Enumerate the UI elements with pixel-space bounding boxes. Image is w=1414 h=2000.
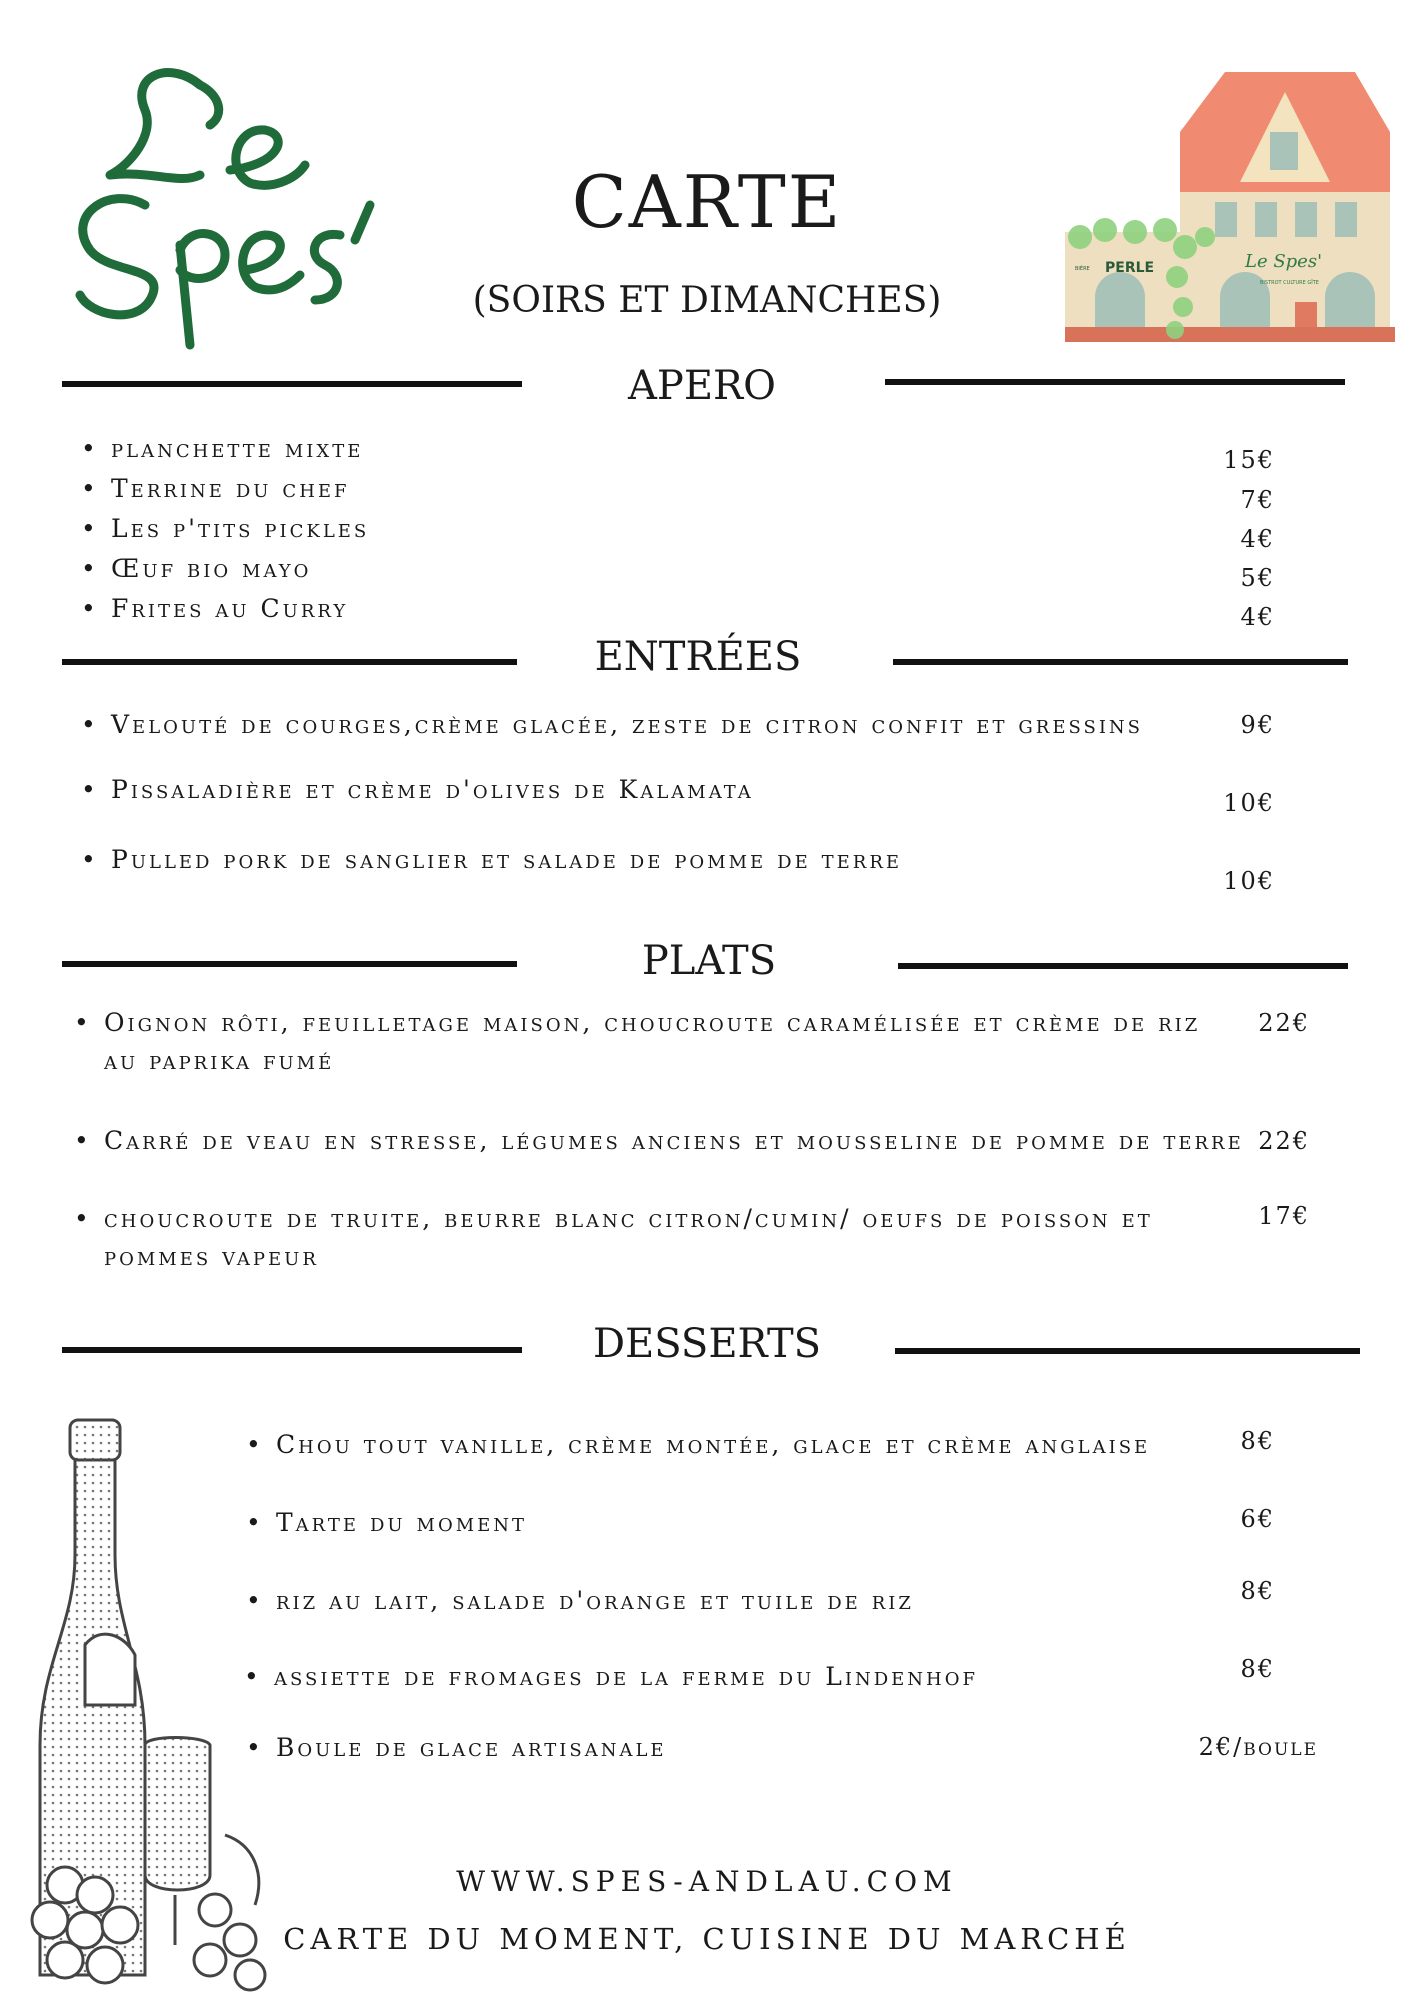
section-divider-left xyxy=(62,1347,522,1353)
menu-item-price: 22€ xyxy=(1258,1009,1310,1037)
menu-item-price: 10€ xyxy=(1223,867,1275,895)
building-name-sign: Le Spes' xyxy=(1245,251,1323,272)
menu-item: • Pulled pork de sanglier et salade de pomme de terre xyxy=(111,841,902,879)
perle-sign: PERLE xyxy=(1105,260,1155,276)
menu-item-line: choucroute de truite, beurre blanc citron/cumin/ oeufs de poisson et xyxy=(104,1204,1153,1233)
menu-item-price: 6€ xyxy=(1240,1505,1275,1533)
menu-item-price: 8€ xyxy=(1240,1577,1275,1605)
section-divider-right xyxy=(898,963,1348,969)
section-divider-left xyxy=(62,381,522,387)
menu-item-price: 10€ xyxy=(1223,789,1275,817)
website-link[interactable]: WWW.SPES-ANDLAU.COM xyxy=(456,1865,958,1898)
menu-item-price: 2€/boule xyxy=(1198,1733,1318,1761)
menu-item-price: 9€ xyxy=(1240,711,1275,739)
biere-sign: BIÈRE xyxy=(1075,266,1090,272)
menu-item: • riz au lait, salade d'orange et tuile de riz xyxy=(276,1582,914,1620)
section-divider-right xyxy=(885,379,1345,385)
menu-item: • Terrine du chef xyxy=(111,470,350,508)
menu-item: • Boule de glace artisanale xyxy=(276,1729,667,1767)
menu-item-line: Oignon rôti, feuilletage maison, choucroute caramélisée et crème de riz xyxy=(104,1008,1201,1037)
menu-item-price: 4€ xyxy=(1240,525,1275,553)
menu-item: • Tarte du moment xyxy=(276,1504,527,1542)
section-divider-right xyxy=(893,659,1348,665)
section-title-apero: APERO xyxy=(628,363,776,409)
page-subtitle: (SOIRS ET DIMANCHES) xyxy=(472,280,942,321)
menu-item-line: pommes vapeur xyxy=(104,1242,319,1271)
menu-item-price: 4€ xyxy=(1240,603,1275,631)
menu-item-line: Carré de veau en stresse, légumes anciens et mousseline de pomme de terre xyxy=(104,1126,1244,1155)
menu-item: • Les p'tits pickles xyxy=(111,510,369,548)
page-title: CARTE xyxy=(571,160,843,244)
menu-item: • planchette mixte xyxy=(111,430,363,468)
menu-item-price: 5€ xyxy=(1240,564,1275,592)
menu-item: • Velouté de courges,crème glacée, zeste de citron confit et gressins xyxy=(111,706,1143,744)
menu-item-line: au paprika fumé xyxy=(104,1046,335,1075)
menu-item: • assiette de fromages de la ferme du Lindenhof xyxy=(274,1658,978,1696)
menu-item xyxy=(104,1200,1153,1276)
menu-item: • Œuf bio mayo xyxy=(111,550,311,588)
section-divider-left xyxy=(62,659,517,665)
menu-item xyxy=(104,1122,1244,1160)
menu-item-price: 15€ xyxy=(1223,446,1275,474)
menu-item: • Frites au Curry xyxy=(111,590,348,628)
section-title-plats: PLATS xyxy=(641,938,777,984)
menu-item xyxy=(104,1004,1200,1080)
section-divider-left xyxy=(62,961,517,967)
menu-item: • Chou tout vanille, crème montée, glace et crème anglaise xyxy=(276,1426,1150,1464)
menu-item-price: 17€ xyxy=(1258,1202,1310,1230)
menu-item-price: 8€ xyxy=(1240,1427,1275,1455)
building-sub-sign: BISTROT CULTURE GÎTE xyxy=(1260,280,1319,286)
menu-item: • Pissaladière et crème d'olives de Kalamata xyxy=(111,771,754,809)
section-divider-right xyxy=(895,1348,1360,1354)
section-title-desserts: DESSERTS xyxy=(592,1321,822,1367)
menu-item-price: 7€ xyxy=(1240,486,1275,514)
section-title-entrees: ENTRÉES xyxy=(594,634,802,680)
menu-item-price: 8€ xyxy=(1240,1655,1275,1683)
wine-bottle-illustration xyxy=(25,1415,285,2000)
menu-item-price: 22€ xyxy=(1258,1127,1310,1155)
footer-tagline: CARTE DU MOMENT, CUISINE DU MARCHÉ xyxy=(283,1922,1131,1956)
